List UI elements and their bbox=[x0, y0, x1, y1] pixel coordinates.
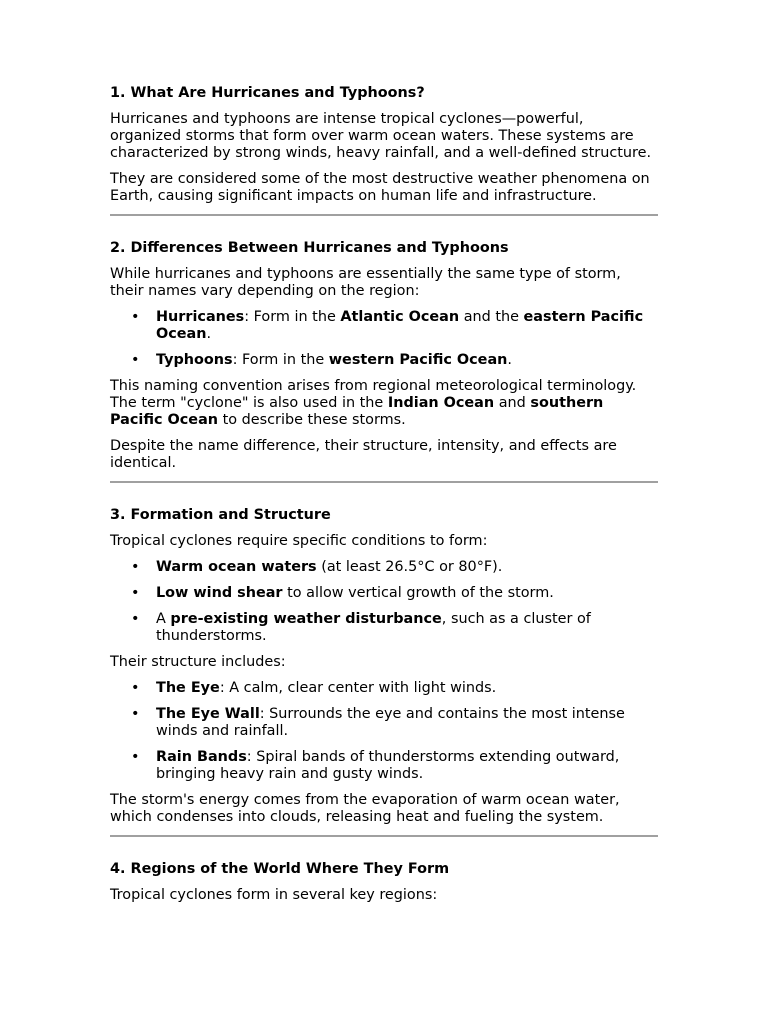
paragraph: Despite the name difference, their structure, intensity, and effects are identical. bbox=[110, 438, 617, 471]
list-item: • A pre-existing weather disturbance, such as a cluster of thunderstorms. bbox=[156, 611, 658, 645]
list-item: • The Eye Wall: Surrounds the eye and contains the most intense winds and rainfall. bbox=[156, 706, 658, 740]
bullet-list bbox=[110, 309, 658, 369]
section-what-are bbox=[110, 85, 658, 205]
list-item: • Rain Bands: Spiral bands of thunderstorms extending outward, bringing heavy rain and gusty winds. bbox=[156, 749, 658, 783]
list-item: • Typhoons: Form in the western Pacific Ocean. bbox=[156, 352, 658, 369]
section-formation bbox=[110, 507, 658, 826]
list-item: • Hurricanes: Form in the Atlantic Ocean and the eastern Pacific Ocean. bbox=[156, 309, 658, 343]
paragraph: The storm's energy comes from the evaporation of warm ocean water, which condenses into clouds, releasing heat and fueling the system. bbox=[110, 792, 620, 825]
paragraph: While hurricanes and typhoons are essentially the same type of storm, their names vary depending on the region: bbox=[110, 266, 621, 299]
section-heading: 1. What Are Hurricanes and Typhoons? bbox=[110, 85, 425, 101]
section-divider bbox=[110, 214, 658, 216]
paragraph: Tropical cyclones require specific conditions to form: bbox=[110, 533, 488, 549]
section-heading: 3. Formation and Structure bbox=[110, 507, 331, 523]
paragraph: Tropical cyclones form in several key regions: bbox=[110, 887, 438, 903]
section-regions bbox=[110, 861, 658, 904]
list-item: • Warm ocean waters (at least 26.5°C or 80°F). bbox=[156, 559, 658, 576]
paragraph: This naming convention arises from regional meteorological terminology. The term "cyclone" is also used in the Indian Ocean and southern Pacific Ocean to describe these storms. bbox=[110, 378, 637, 428]
paragraph: Their structure includes: bbox=[110, 654, 286, 670]
paragraph: Hurricanes and typhoons are intense tropical cyclones—powerful, organized storms that form over warm ocean waters. These systems are characterized by strong winds, heavy rainfall, and a well-defined structure. bbox=[110, 111, 652, 161]
bullet-list bbox=[110, 559, 658, 645]
document-page bbox=[110, 85, 658, 913]
section-divider bbox=[110, 835, 658, 837]
section-heading: 4. Regions of the World Where They Form bbox=[110, 861, 450, 877]
section-divider bbox=[110, 481, 658, 483]
paragraph: They are considered some of the most destructive weather phenomena on Earth, causing significant impacts on human life and infrastructure. bbox=[110, 171, 650, 204]
bullet-list bbox=[110, 680, 658, 783]
section-heading: 2. Differences Between Hurricanes and Typhoons bbox=[110, 240, 509, 256]
list-item: • The Eye: A calm, clear center with light winds. bbox=[156, 680, 658, 697]
list-item: • Low wind shear to allow vertical growth of the storm. bbox=[156, 585, 658, 602]
section-differences bbox=[110, 240, 658, 472]
